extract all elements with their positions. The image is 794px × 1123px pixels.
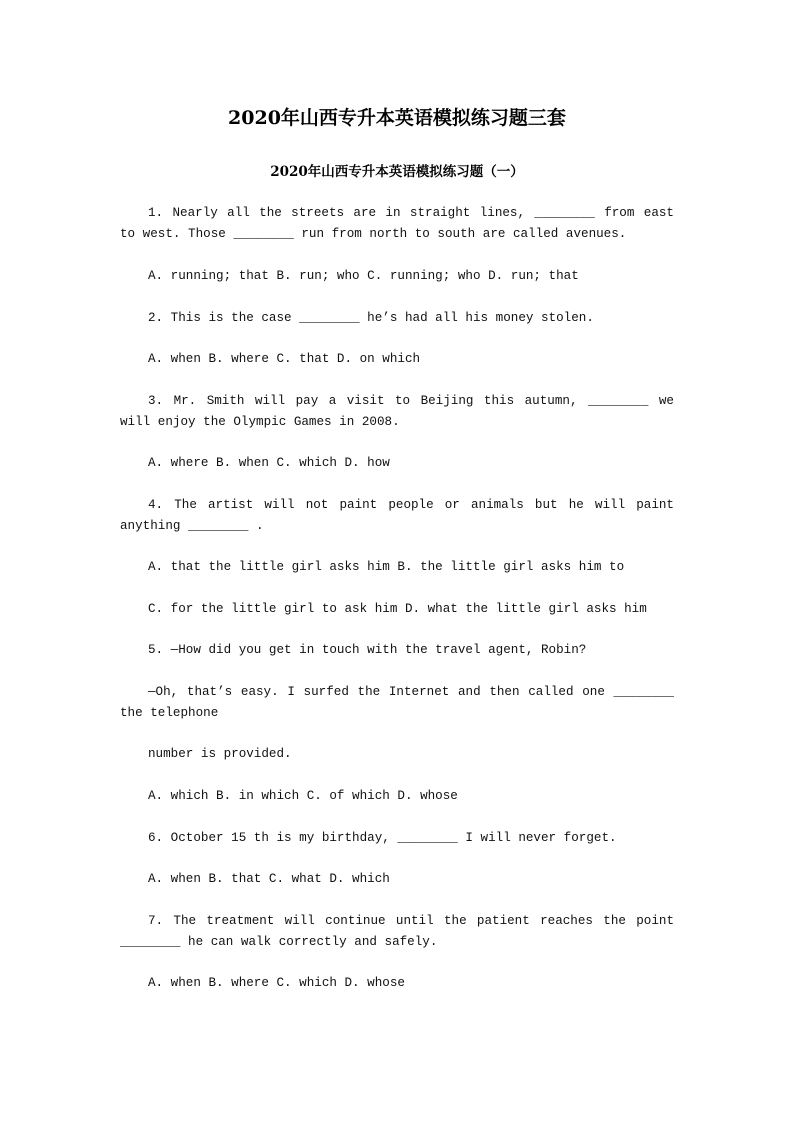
question-1: 1. Nearly all the streets are in straight lines, ________ from east to west. Those ________ run from north to south are called avenues. <box>120 206 682 241</box>
options-2: A. when B. where C. that D. on which <box>148 352 421 366</box>
question-5-reply-cont: number is provided. <box>148 747 292 761</box>
question-5: 5. —How did you get in touch with the travel agent, Robin? <box>148 643 587 657</box>
options-3: A. where B. when C. which D. how <box>148 456 390 470</box>
question-4: 4. The artist will not paint people or animals but he will paint anything ________ . <box>120 498 682 533</box>
question-7: 7. The treatment will continue until the patient reaches the point ________ he can walk correctly and safely. <box>120 914 682 949</box>
question-6: 6. October 15 th is my birthday, ________ I will never forget. <box>148 831 617 845</box>
question-5-reply: —Oh, that’s easy. I surfed the Internet and then called one ________ the telephone <box>120 685 682 720</box>
options-6: A. when B. that C. what D. which <box>148 872 390 886</box>
options-5: A. which B. in which C. of which D. whose <box>148 789 458 803</box>
question-2: 2. This is the case ________ he’s had all his money stolen. <box>148 311 594 325</box>
section-title: 2020年山西专升本英语模拟练习题（一） <box>270 164 524 180</box>
options-4b: C. for the little girl to ask him D. what the little girl asks him <box>148 602 647 616</box>
options-1: A. running; that B. run; who C. running; who D. run; that <box>148 269 579 283</box>
document-title: 2020年山西专升本英语模拟练习题三套 <box>228 107 566 129</box>
question-3: 3. Mr. Smith will pay a visit to Beijing this autumn, ________ we will enjoy the Olympic Games in 2008. <box>120 394 682 429</box>
options-4a: A. that the little girl asks him B. the little girl asks him to <box>148 560 625 574</box>
options-7: A. when B. where C. which D. whose <box>148 976 405 990</box>
